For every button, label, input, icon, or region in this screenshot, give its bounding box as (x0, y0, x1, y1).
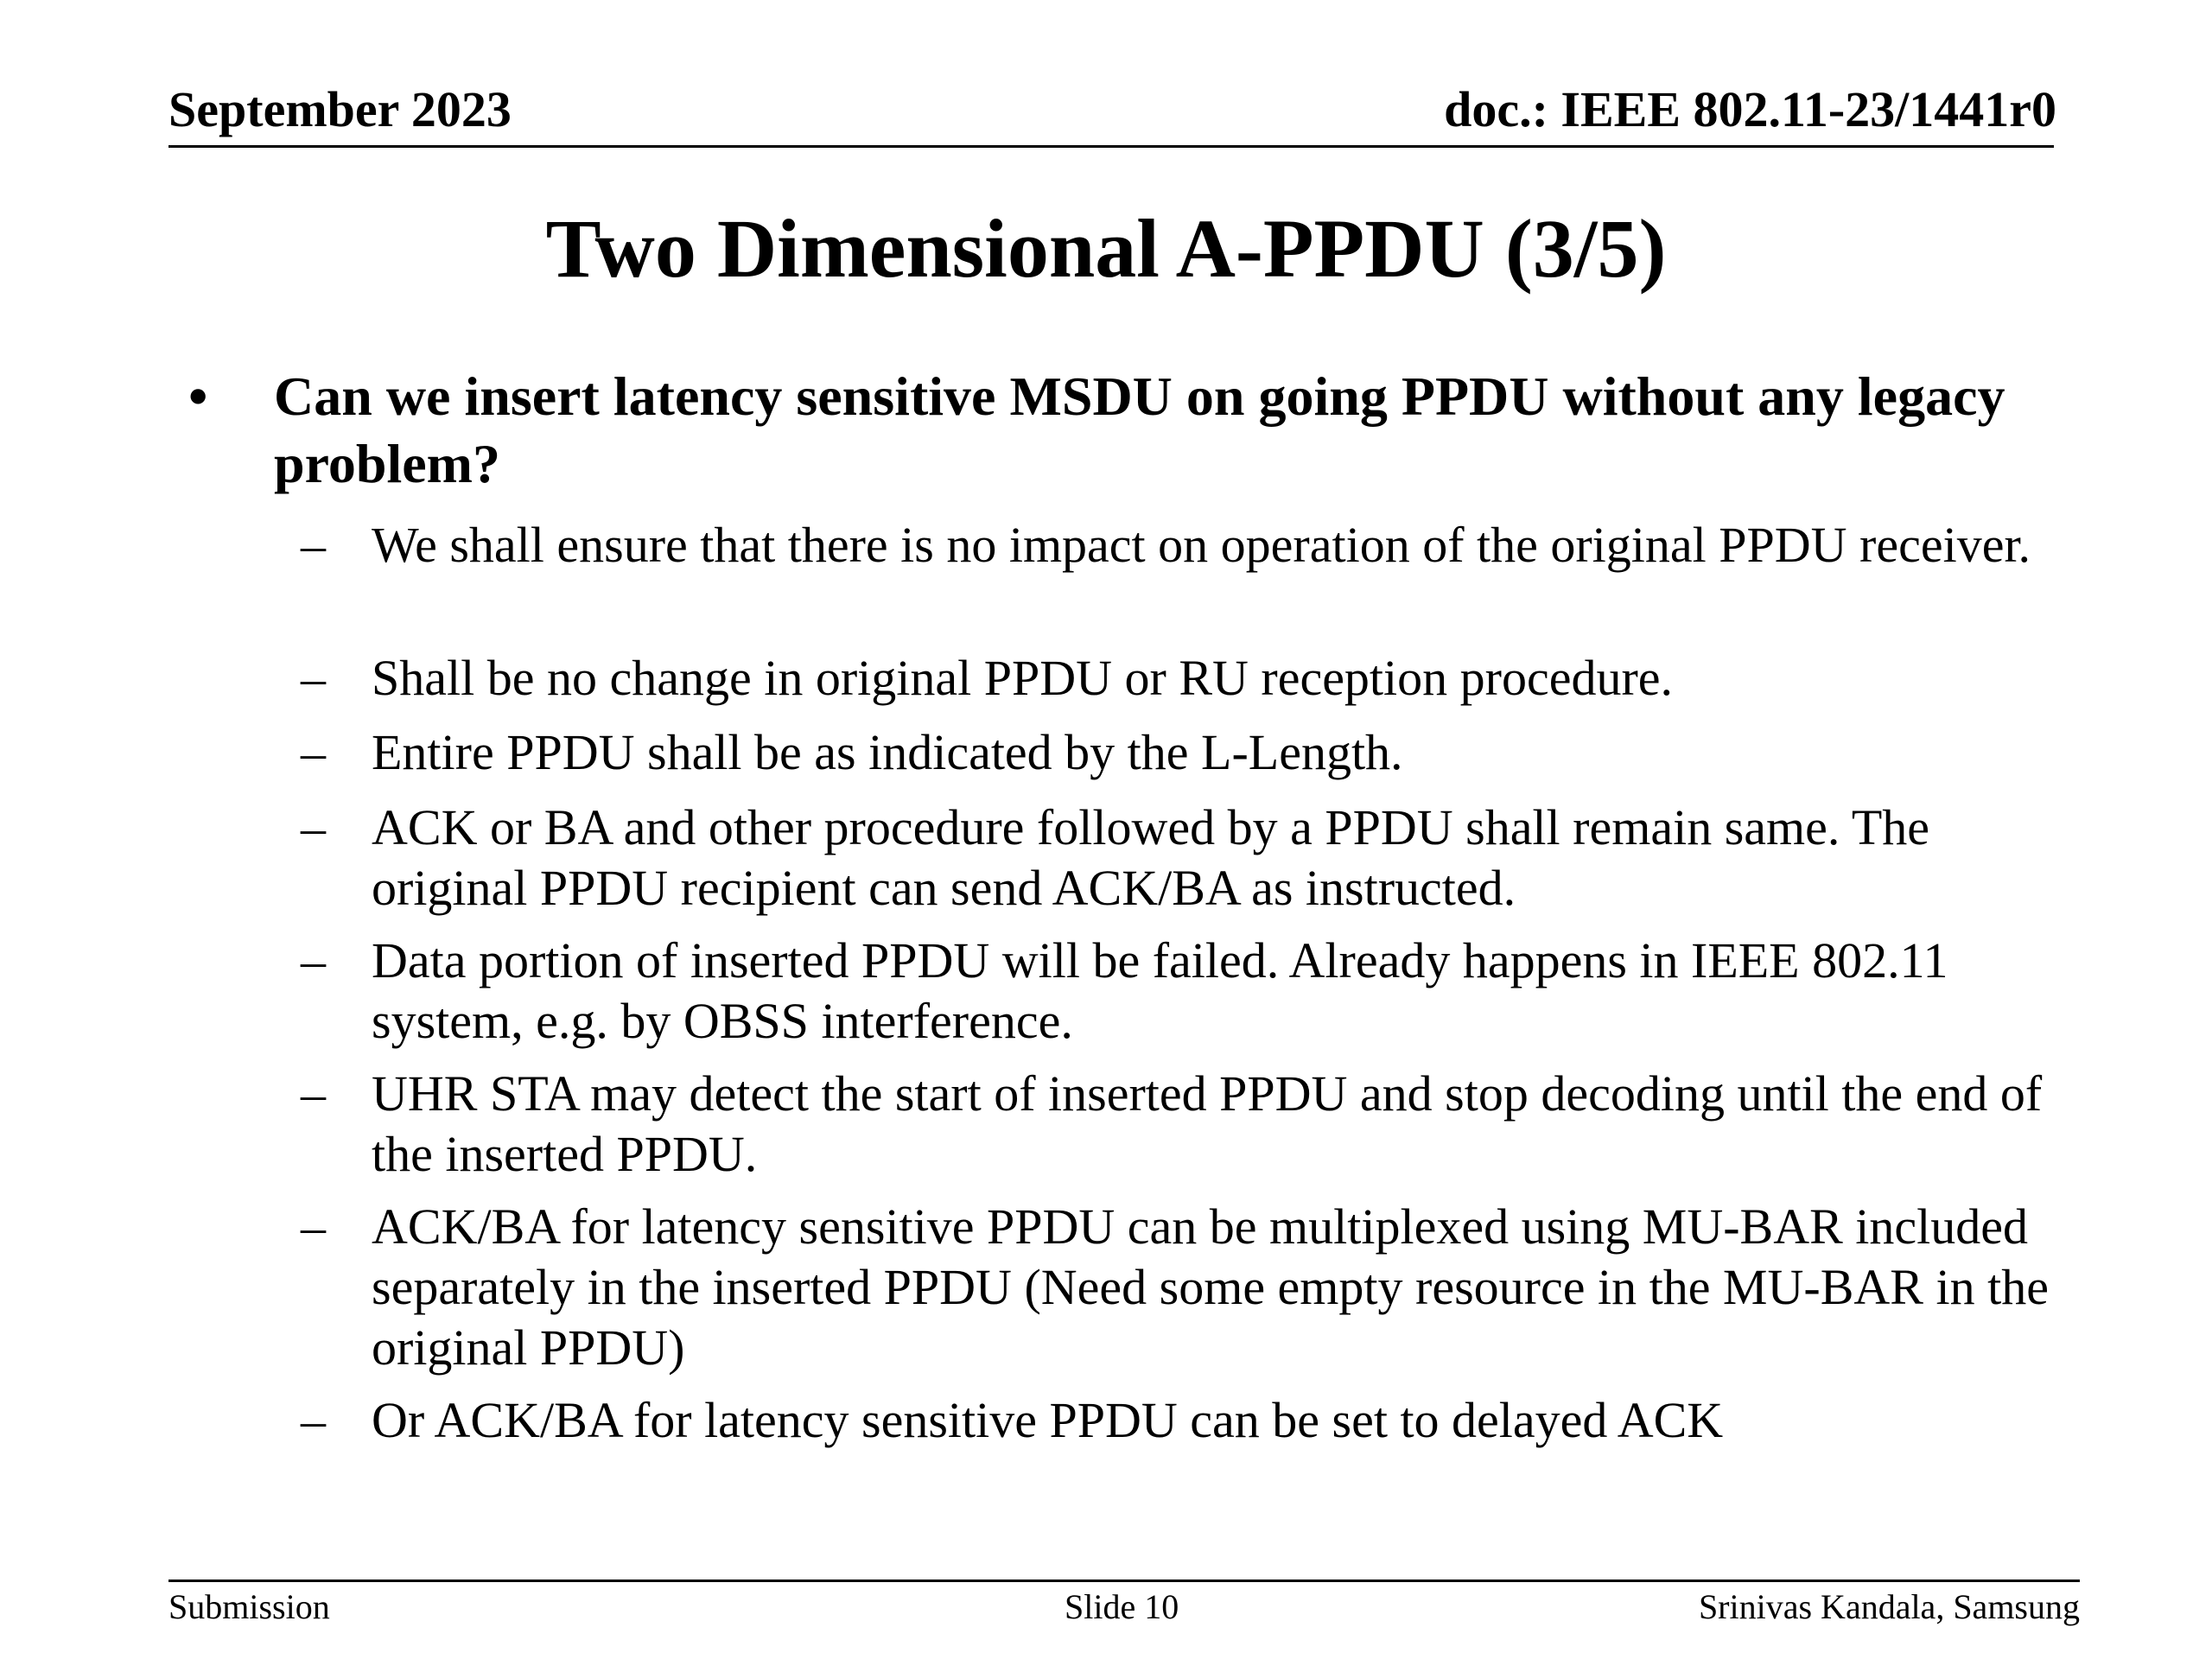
footer-submission: Submission (168, 1587, 330, 1626)
sub-bullet-text: Data portion of inserted PPDU will be failed. Already happens in IEEE 802.11 system, e.g. by OBSS interference. (372, 932, 1948, 1049)
sub-bullet-marker: – (301, 1392, 326, 1448)
header-date: September 2023 (168, 81, 512, 137)
footer-author: Srinivas Kandala, Samsung (1698, 1587, 2080, 1626)
sub-bullet-marker: – (301, 517, 326, 573)
sub-bullet-text: Entire PPDU shall be as indicated by the L-Length. (372, 724, 1403, 780)
sub-bullet-marker: – (301, 932, 326, 988)
main-bullet-marker: • (188, 365, 208, 427)
sub-bullet-text: ACK or BA and other procedure followed by a PPDU shall remain same. The original PPDU recipient can send ACK/BA as instructed. (372, 799, 1929, 916)
sub-bullet-text: UHR STA may detect the start of inserted PPDU and stop decoding until the end of the inserted PPDU. (372, 1065, 2043, 1182)
sub-bullet-text: Or ACK/BA for latency sensitive PPDU can be set to delayed ACK (372, 1392, 1724, 1448)
footer-slide-number: Slide 10 (1065, 1587, 1179, 1626)
sub-bullet-text: ACK/BA for latency sensitive PPDU can be multiplexed using MU-BAR included separately in the inserted PPDU (Need some empty resource in the MU-BAR in the original PPDU) (372, 1198, 2049, 1376)
sub-bullet-marker: – (301, 1065, 326, 1122)
header-rule (168, 145, 2054, 148)
footer-rule (168, 1580, 2080, 1582)
main-bullet-text: Can we insert latency sensitive MSDU on going PPDU without any legacy problem? (274, 365, 2005, 494)
header-doc-id: doc.: IEEE 802.11-23/1441r0 (1444, 81, 2056, 137)
sub-bullet-text: Shall be no change in original PPDU or RU reception procedure. (372, 650, 1674, 706)
sub-bullet-marker: – (301, 650, 326, 706)
sub-bullet-marker: – (301, 724, 326, 780)
sub-bullet-marker: – (301, 1198, 326, 1255)
sub-bullet-marker: – (301, 799, 326, 855)
sub-bullet-text: We shall ensure that there is no impact on operation of the original PPDU receiver. (372, 517, 2031, 573)
slide-title: Two Dimensional A-PPDU (3/5) (545, 202, 1667, 295)
